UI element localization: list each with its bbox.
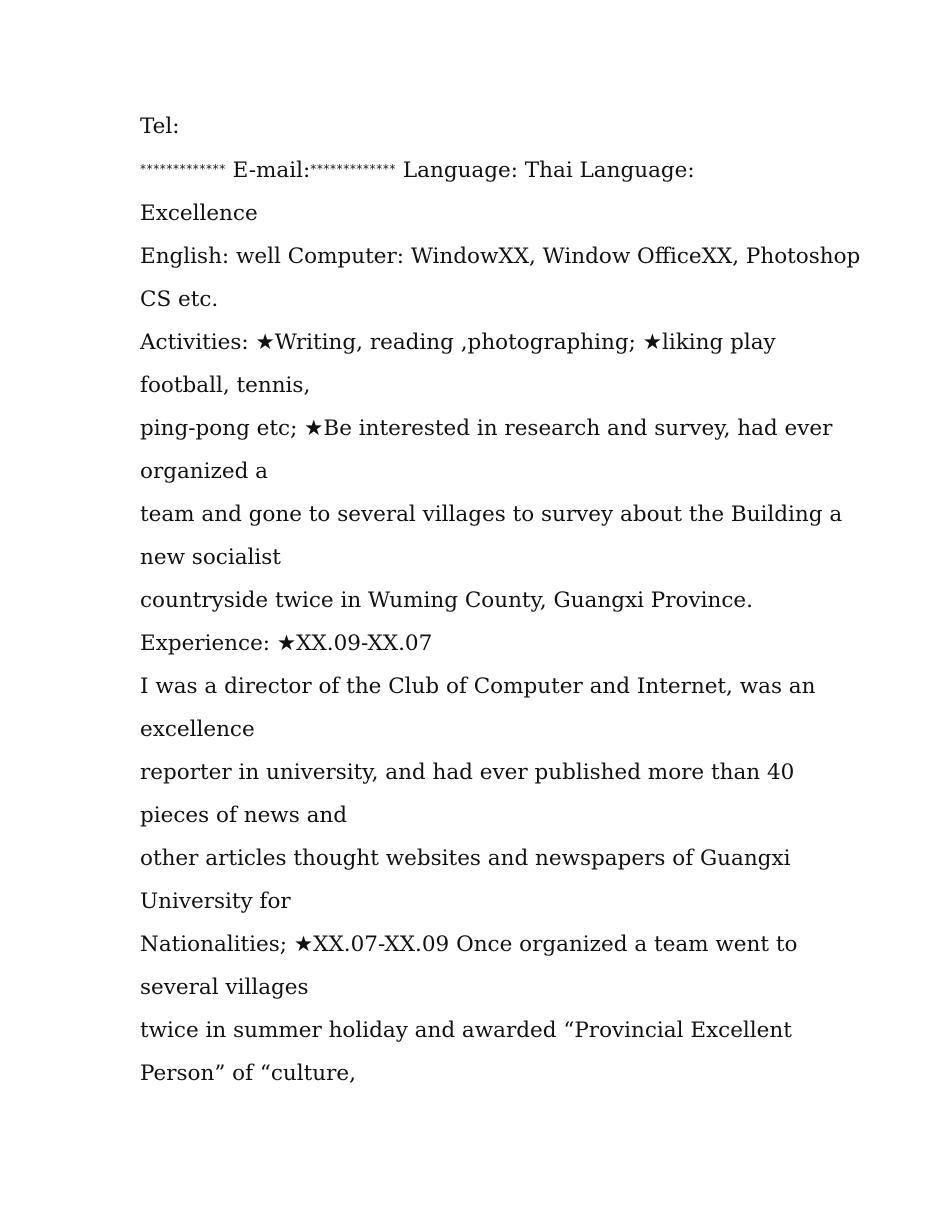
- email-label: E-mail:: [232, 158, 311, 183]
- experience-line-4: pieces of news and: [140, 803, 348, 828]
- language-level-line: Excellence: [140, 201, 258, 226]
- experience-line-1: I was a director of the Club of Computer and Internet, was an: [140, 674, 816, 699]
- skills-line: English: well Computer: WindowXX, Window OfficeXX, Photoshop: [140, 244, 861, 269]
- experience-heading-line: Experience: ★XX.09-XX.07: [140, 631, 433, 656]
- experience-line-5: other articles thought websites and newspapers of Guangxi: [140, 846, 791, 871]
- tel-label-line: Tel:: [140, 114, 180, 139]
- language-label: Language: Thai Language:: [402, 158, 695, 183]
- activities-line-cont-5: new socialist: [140, 545, 281, 570]
- masked-phone: *************: [140, 162, 226, 176]
- activities-line-cont-4: team and gone to several villages to survey about the Building a: [140, 502, 843, 527]
- experience-line-8: several villages: [140, 975, 309, 1000]
- activities-line-cont-3: organized a: [140, 459, 268, 484]
- contact-line: [140, 148, 820, 192]
- skills-line-cont: CS etc.: [140, 287, 219, 312]
- experience-line-3: reporter in university, and had ever published more than 40: [140, 760, 795, 785]
- activities-line-cont-2: ping-pong etc; ★Be interested in research and survey, had ever: [140, 416, 833, 441]
- experience-line-2: excellence: [140, 717, 255, 742]
- experience-line-6: University for: [140, 889, 291, 914]
- activities-line-cont-6: countryside twice in Wuming County, Guangxi Province.: [140, 588, 753, 613]
- document-page: [140, 105, 861, 1095]
- masked-email: *************: [310, 162, 397, 176]
- activities-line-cont-1: football, tennis,: [140, 373, 311, 398]
- experience-line-10: Person” of “culture,: [140, 1061, 356, 1086]
- experience-line-7: Nationalities; ★XX.07-XX.09 Once organized a team went to: [140, 932, 798, 957]
- experience-line-9: twice in summer holiday and awarded “Provincial Excellent: [140, 1018, 792, 1043]
- activities-line: Activities: ★Writing, reading ,photographing; ★liking play: [140, 330, 776, 355]
